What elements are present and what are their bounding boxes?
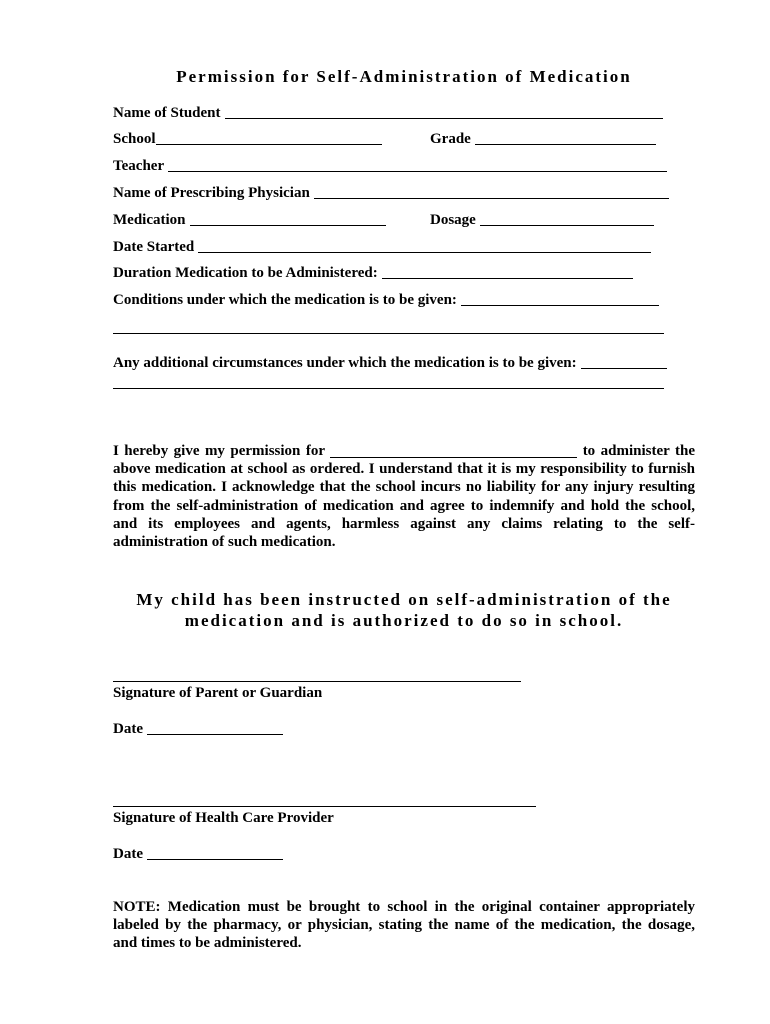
permission-intro-text: I hereby give my permission for bbox=[113, 443, 325, 459]
paragraph-line: this medication. I acknowledge that the school incurs no liability for any injury resulting bbox=[113, 479, 695, 496]
paragraph-line: and its employees and agents, harmless against any claims relating to the self- bbox=[113, 515, 695, 532]
conditions-field[interactable] bbox=[461, 305, 659, 306]
medication-field[interactable] bbox=[190, 225, 387, 226]
permitted-person-field[interactable] bbox=[330, 445, 577, 458]
school-label: School bbox=[113, 131, 156, 147]
physician-row bbox=[113, 185, 669, 202]
conditions-continuation-field[interactable] bbox=[113, 333, 664, 334]
permission-intro-text-after: to administer the bbox=[582, 443, 695, 459]
note-paragraph bbox=[113, 898, 695, 952]
form-title: Permission for Self-Administration of Medication bbox=[176, 67, 632, 86]
conditions-row bbox=[113, 292, 659, 309]
paragraph-line: from the self-administration of medication and agree to indemnify and hold the school, bbox=[113, 497, 695, 514]
parent-signature-field[interactable] bbox=[113, 681, 521, 682]
dosage-label: Dosage bbox=[430, 212, 476, 228]
provider-signature-field[interactable] bbox=[113, 806, 536, 807]
date-started-field[interactable] bbox=[198, 252, 651, 253]
note-line: NOTE: Medication must be brought to school in the original container appropriately bbox=[113, 899, 695, 915]
paragraph-line: above medication at school as ordered. I understand that it is my responsibility to furnish bbox=[113, 461, 695, 478]
school-field[interactable] bbox=[156, 144, 382, 145]
school-row bbox=[113, 131, 382, 148]
duration-label: Duration Medication to be Administered: bbox=[113, 265, 378, 281]
teacher-row bbox=[113, 158, 667, 175]
additional-circumstances-row bbox=[113, 355, 667, 372]
permission-paragraph bbox=[113, 442, 695, 551]
duration-row bbox=[113, 265, 633, 282]
physician-label: Name of Prescribing Physician bbox=[113, 185, 310, 201]
note-line: labeled by the pharmacy, or physician, stating the name of the medication, the dosage, bbox=[113, 917, 695, 933]
duration-field[interactable] bbox=[382, 278, 633, 279]
provider-date-field[interactable] bbox=[147, 859, 283, 860]
parent-date-field[interactable] bbox=[147, 734, 283, 735]
parent-date-label: Date bbox=[113, 721, 143, 737]
physician-field[interactable] bbox=[314, 198, 669, 199]
provider-signature-label: Signature of Health Care Provider bbox=[113, 810, 334, 826]
grade-field[interactable] bbox=[475, 144, 656, 145]
additional-circumstances-field[interactable] bbox=[581, 368, 667, 369]
student-name-field[interactable] bbox=[225, 118, 664, 119]
paragraph-line: administration of such medication. bbox=[113, 534, 336, 551]
date-started-row bbox=[113, 239, 651, 256]
date-started-label: Date Started bbox=[113, 239, 195, 255]
parent-date-row bbox=[113, 721, 283, 738]
student-name-label: Name of Student bbox=[113, 105, 221, 121]
additional-circumstances-continuation-field[interactable] bbox=[113, 388, 664, 389]
statement-line: medication and is authorized to do so in school. bbox=[184, 611, 624, 630]
teacher-field[interactable] bbox=[168, 171, 667, 172]
grade-label: Grade bbox=[430, 131, 471, 147]
provider-date-row bbox=[113, 846, 283, 863]
medication-row bbox=[113, 212, 386, 229]
dosage-row bbox=[430, 212, 654, 229]
instruction-statement bbox=[113, 589, 695, 631]
parent-signature-label: Signature of Parent or Guardian bbox=[113, 685, 323, 701]
paragraph-line bbox=[113, 442, 695, 460]
provider-date-label: Date bbox=[113, 846, 143, 862]
additional-circumstances-label: Any additional circumstances under which the medication is to be given: bbox=[113, 355, 577, 371]
grade-row bbox=[430, 131, 656, 148]
student-name-row bbox=[113, 105, 663, 122]
statement-line: My child has been instructed on self-administration of the bbox=[136, 590, 672, 609]
dosage-field[interactable] bbox=[480, 225, 654, 226]
teacher-label: Teacher bbox=[113, 158, 165, 174]
note-line: and times to be administered. bbox=[113, 935, 302, 951]
conditions-label: Conditions under which the medication is to be given: bbox=[113, 292, 457, 308]
medication-label: Medication bbox=[113, 212, 186, 228]
